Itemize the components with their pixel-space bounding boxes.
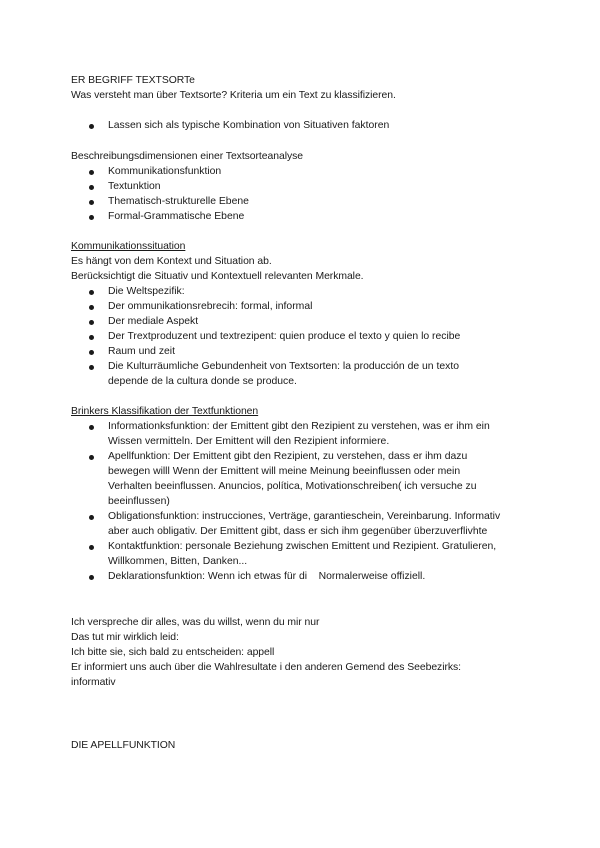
kommunikation-item: Raum und zeit — [108, 346, 175, 357]
kommunikation-item: Der Trextproduzent und textrezipent: quien produce el texto y quien lo recibe — [108, 331, 461, 342]
document-title: ER BEGRIFF TEXTSORTe — [71, 75, 195, 86]
bullet-dot — [89, 350, 94, 355]
bullet-dot — [89, 545, 94, 550]
example-line: Das tut mir wirklich leid: — [71, 632, 179, 643]
brinker-item-continuation: beeinflussen) — [108, 496, 170, 507]
bullet-dot — [89, 455, 94, 460]
kommunikation-item: Der ommunikationsrebrecih: formal, informal — [108, 301, 313, 312]
bullet-dot — [89, 215, 94, 220]
bullet-dot — [89, 290, 94, 295]
dimension-item: Thematisch-strukturelle Ebene — [108, 196, 249, 207]
brinker-item: Kontaktfunktion: personale Beziehung zwischen Emittent und Rezipient. Gratulieren, — [108, 541, 497, 552]
brinker-item: Apellfunktion: Der Emittent gibt den Rezipient, zu verstehen, dass er ihm dazu — [108, 451, 468, 462]
kommunikation-heading: Kommunikationssituation — [71, 241, 186, 252]
example-line: Ich verspreche dir alles, was du willst, wenn du mir nur — [71, 617, 320, 628]
brinker-item: Deklarationsfunktion: Wenn ich etwas für di Normalerweise offiziell. — [108, 571, 426, 582]
example-line: Er informiert uns auch über die Wahlresultate i den anderen Gemend des Seebezirks: — [71, 662, 461, 673]
brinker-item-continuation: aber auch obligativ. Der Emittent gibt, dass er sich ihm gegenüber überzuverflivhte — [108, 526, 488, 537]
dimension-item: Textunktion — [108, 181, 161, 192]
dimension-item: Kommunikationsfunktion — [108, 166, 222, 177]
bullet-dot — [89, 124, 94, 129]
bullet-dot — [89, 335, 94, 340]
brinker-heading: Brinkers Klassifikation der Textfunktionen — [71, 406, 259, 417]
bullet-dot — [89, 365, 94, 370]
brinker-item: Obligationsfunktion: instrucciones, Verträge, garantieschein, Vereinbarung. Informativ — [108, 511, 501, 522]
kommunikation-line: Es hängt von dem Kontext und Situation ab. — [71, 256, 272, 267]
brinker-item-continuation: Verhalten beeinflussen. Anuncios, política, Motivationschreiben( ich versuche zu — [108, 481, 477, 492]
kommunikation-item: Der mediale Aspekt — [108, 316, 199, 327]
brinker-item-continuation: bewegen willl Wenn der Emittent will meine Meinung beeinflussen oder mein — [108, 466, 461, 477]
bullet-dot — [89, 425, 94, 430]
example-line: Ich bitte sie, sich bald zu entscheiden: appell — [71, 647, 275, 658]
bullet-dot — [89, 305, 94, 310]
intro-bullet: Lassen sich als typische Kombination von Situativen faktoren — [108, 120, 390, 131]
intro-question: Was versteht man über Textsorte? Kriteria um ein Text zu klassifizieren. — [71, 90, 396, 101]
bullet-dot — [89, 200, 94, 205]
kommunikation-item-continuation: depende de la cultura donde se produce. — [108, 376, 297, 387]
dimension-item: Formal-Grammatische Ebene — [108, 211, 245, 222]
kommunikation-line: Berücksichtigt die Situativ und Kontextuell relevanten Merkmale. — [71, 271, 364, 282]
brinker-item-continuation: Wissen vermitteln. Der Emittent will den Rezipient informiere. — [108, 436, 390, 447]
bullet-dot — [89, 185, 94, 190]
footer-heading: DIE APELLFUNKTION — [71, 740, 176, 751]
brinker-item-continuation: Willkommen, Bitten, Danken... — [108, 556, 248, 567]
kommunikation-item: Die Weltspezifik: — [108, 286, 185, 297]
dimensions-heading: Beschreibungsdimensionen einer Textsorteanalyse — [71, 151, 303, 162]
bullet-dot — [89, 575, 94, 580]
kommunikation-item: Die Kulturräumliche Gebundenheit von Textsorten: la producción de un texto — [108, 361, 459, 372]
bullet-dot — [89, 170, 94, 175]
bullet-dot — [89, 320, 94, 325]
brinker-item: Informationksfunktion: der Emittent gibt den Rezipient zu verstehen, was er ihm ein — [108, 421, 490, 432]
example-line: informativ — [71, 677, 116, 688]
bullet-dot — [89, 515, 94, 520]
